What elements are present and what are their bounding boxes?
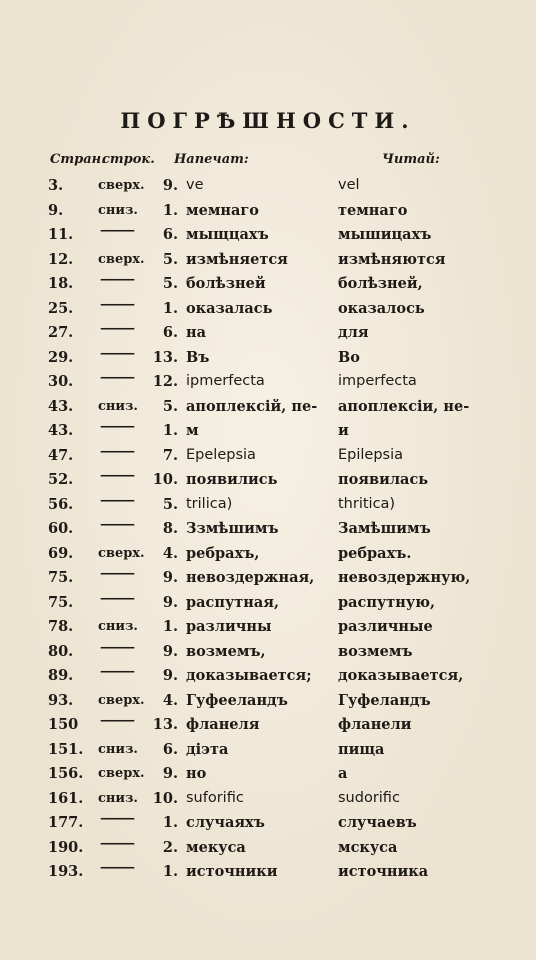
correct-text: болѣзней, (338, 275, 423, 292)
table-row (0, 640, 536, 665)
printed-text: появились (186, 471, 278, 488)
line-number: 1. (162, 201, 178, 219)
printed-text: ipmerfecta (186, 373, 265, 389)
line-number: 4. (162, 544, 178, 562)
line-position: ——— (100, 492, 133, 508)
printed-text: мекуса (186, 838, 246, 856)
line-position: ——— (100, 590, 133, 606)
printed-text: діэта (186, 740, 229, 758)
line-number: 9. (162, 765, 178, 782)
errata-table (0, 174, 536, 885)
line-position: сверх. (98, 692, 145, 708)
printed-text: trilica) (186, 495, 233, 512)
line-position: ——— (100, 713, 133, 728)
page-number: 11. (48, 226, 74, 243)
line-number: 5. (162, 495, 178, 513)
line-position: сверх. (98, 545, 145, 561)
line-position: сниз. (98, 202, 138, 218)
printed-text: ребрахъ, (186, 544, 260, 562)
page-number: 75. (48, 593, 74, 611)
correct-text: а (338, 765, 348, 782)
printed-text: доказывается; (186, 667, 312, 684)
line-position: ——— (100, 664, 133, 679)
page-number: 75. (48, 569, 74, 586)
table-row (0, 762, 536, 787)
line-position: ——— (100, 566, 133, 581)
line-number: 9. (162, 177, 178, 194)
page-number: 43. (48, 422, 74, 439)
line-number: 10. (152, 471, 178, 488)
page-number: 156. (48, 765, 84, 782)
table-row (0, 566, 536, 591)
correct-text: мскуса (338, 838, 398, 856)
printed-text: Epelepsia (186, 446, 256, 463)
correct-text: оказалось (338, 299, 425, 317)
printed-text: на (186, 324, 207, 341)
printed-text: распутная, (186, 593, 280, 611)
table-row (0, 199, 536, 224)
correct-text: пища (338, 740, 385, 758)
printed-text: но (186, 765, 207, 782)
page-number: 193. (48, 863, 84, 880)
page-number: 47. (48, 446, 74, 464)
line-position: сниз. (98, 398, 138, 414)
correct-text: vel (338, 177, 360, 193)
line-position: ——— (100, 811, 133, 826)
printed-text: ve (186, 177, 204, 193)
correct-text: imperfecta (338, 373, 417, 389)
line-position: ——— (100, 468, 133, 483)
line-position: сниз. (98, 619, 138, 634)
printed-text: апоплексій, пе- (186, 397, 318, 415)
line-position: сверх. (98, 766, 145, 781)
line-number: 1. (162, 422, 178, 439)
printed-text: Въ (186, 348, 210, 366)
printed-text: измѣняется (186, 250, 288, 268)
table-row (0, 248, 536, 273)
page-number: 3. (48, 177, 64, 194)
printed-text: Ззмѣшимъ (186, 520, 279, 537)
correct-text: sudorific (338, 789, 400, 806)
line-number: 5. (162, 275, 178, 292)
page-number: 9. (48, 201, 64, 219)
correct-text: распутную, (338, 593, 436, 611)
printed-text: оказалась (186, 299, 273, 317)
line-number: 6. (162, 740, 178, 758)
table-row (0, 542, 536, 567)
correct-text: Замѣшимъ (338, 520, 431, 537)
correct-text: доказывается, (338, 667, 464, 684)
table-row (0, 395, 536, 420)
page-number: 27. (48, 324, 74, 341)
correct-text: фланели (338, 716, 412, 733)
line-position: ——— (100, 370, 133, 385)
correct-text: для (338, 324, 369, 341)
page-number: 93. (48, 691, 74, 709)
line-position: ——— (100, 517, 133, 532)
table-row (0, 738, 536, 763)
line-number: 1. (162, 299, 178, 317)
page-number: 56. (48, 495, 74, 513)
printed-text: невоздержная, (186, 569, 315, 586)
line-position: ——— (100, 639, 133, 655)
table-row (0, 174, 536, 199)
correct-text: невоздержную, (338, 569, 471, 586)
correct-text: появилась (338, 471, 429, 488)
line-number: 1. (162, 814, 178, 831)
table-row (0, 493, 536, 518)
line-position: ——— (100, 443, 133, 459)
line-position: ——— (100, 223, 133, 238)
page-number: 151. (48, 740, 84, 758)
header-printed: Напечат: (174, 152, 249, 167)
table-row (0, 272, 536, 297)
line-number: 9. (162, 667, 178, 684)
page-number: 43. (48, 397, 74, 415)
table-row (0, 836, 536, 861)
correct-text: Гуфеландъ (338, 691, 431, 709)
correct-text: источника (338, 863, 429, 880)
page-number: 30. (48, 373, 74, 390)
line-number: 1. (162, 618, 178, 635)
page-number: 25. (48, 299, 74, 317)
line-number: 9. (162, 593, 178, 611)
page-number: 78. (48, 618, 74, 635)
line-position: сниз. (98, 741, 138, 757)
line-number: 13. (152, 348, 178, 366)
line-number: 5. (162, 397, 178, 415)
line-number: 7. (162, 446, 178, 464)
table-row (0, 811, 536, 836)
line-number: 9. (162, 569, 178, 586)
printed-text: мыщцахъ (186, 226, 269, 243)
table-row (0, 860, 536, 885)
line-position: ——— (100, 296, 133, 312)
line-number: 8. (162, 520, 178, 537)
correct-text: thritica) (338, 495, 396, 512)
line-number: 10. (152, 789, 178, 807)
printed-text: болѣзней (186, 275, 266, 292)
header-page: Стран. (50, 152, 106, 167)
line-number: 1. (162, 863, 178, 880)
table-row (0, 444, 536, 469)
correct-text: Epilepsia (338, 446, 404, 463)
header-line: строк. (102, 152, 155, 167)
table-row (0, 787, 536, 812)
table-row (0, 419, 536, 444)
correct-text: и (338, 422, 349, 439)
printed-text: фланеля (186, 716, 260, 733)
page-number: 177. (48, 814, 84, 831)
page-number: 150 (48, 716, 79, 733)
line-number: 4. (162, 691, 178, 709)
correct-text: случаевъ (338, 814, 417, 831)
table-row (0, 297, 536, 322)
line-number: 9. (162, 642, 178, 660)
printed-text: мемнаго (186, 201, 259, 219)
line-position: сниз. (98, 790, 138, 806)
line-number: 6. (162, 324, 178, 341)
correct-text: Во (338, 348, 360, 366)
line-position: ——— (100, 419, 133, 434)
line-number: 13. (152, 716, 178, 733)
page-number: 190. (48, 838, 84, 856)
line-position: сверх. (98, 251, 145, 267)
table-row (0, 664, 536, 689)
table-row (0, 713, 536, 738)
page-number: 80. (48, 642, 74, 660)
table-row (0, 370, 536, 395)
page-number: 52. (48, 471, 74, 488)
correct-text: темнаго (338, 201, 408, 219)
printed-text: Гуфееландъ (186, 691, 288, 709)
printed-text: возмемъ, (186, 642, 266, 660)
table-row (0, 346, 536, 371)
printed-text: м (186, 422, 199, 439)
header-read: Читай: (382, 152, 440, 167)
correct-text: мышицахъ (338, 226, 432, 243)
line-position: ——— (100, 272, 133, 287)
page-title: ПОГРѢШНОСТИ. (120, 108, 416, 133)
table-row (0, 615, 536, 640)
printed-text: suforific (186, 789, 244, 806)
page-number: 18. (48, 275, 74, 292)
printed-text: источники (186, 863, 278, 880)
page-number: 69. (48, 544, 74, 562)
table-row (0, 689, 536, 714)
line-position: ——— (100, 345, 133, 361)
line-number: 5. (162, 250, 178, 268)
table-row (0, 517, 536, 542)
correct-text: измѣняются (338, 250, 446, 268)
line-number: 12. (152, 373, 178, 390)
line-position: сверх. (98, 178, 145, 193)
correct-text: различные (338, 618, 433, 635)
page-number: 161. (48, 789, 84, 807)
page-number: 12. (48, 250, 74, 268)
page-number: 29. (48, 348, 74, 366)
printed-text: различны (186, 618, 272, 635)
page-number: 60. (48, 520, 74, 537)
table-row (0, 591, 536, 616)
line-number: 2. (162, 838, 178, 856)
table-row (0, 223, 536, 248)
line-position: ——— (100, 321, 133, 336)
line-number: 6. (162, 226, 178, 243)
line-position: ——— (100, 835, 133, 851)
correct-text: апоплексіи, не- (338, 397, 470, 415)
correct-text: ребрахъ. (338, 544, 412, 562)
errata-column-headers (0, 152, 536, 172)
printed-text: случаяхъ (186, 814, 265, 831)
correct-text: возмемъ (338, 642, 413, 660)
page-number: 89. (48, 667, 74, 684)
table-row (0, 468, 536, 493)
line-position: ——— (100, 860, 133, 875)
table-row (0, 321, 536, 346)
